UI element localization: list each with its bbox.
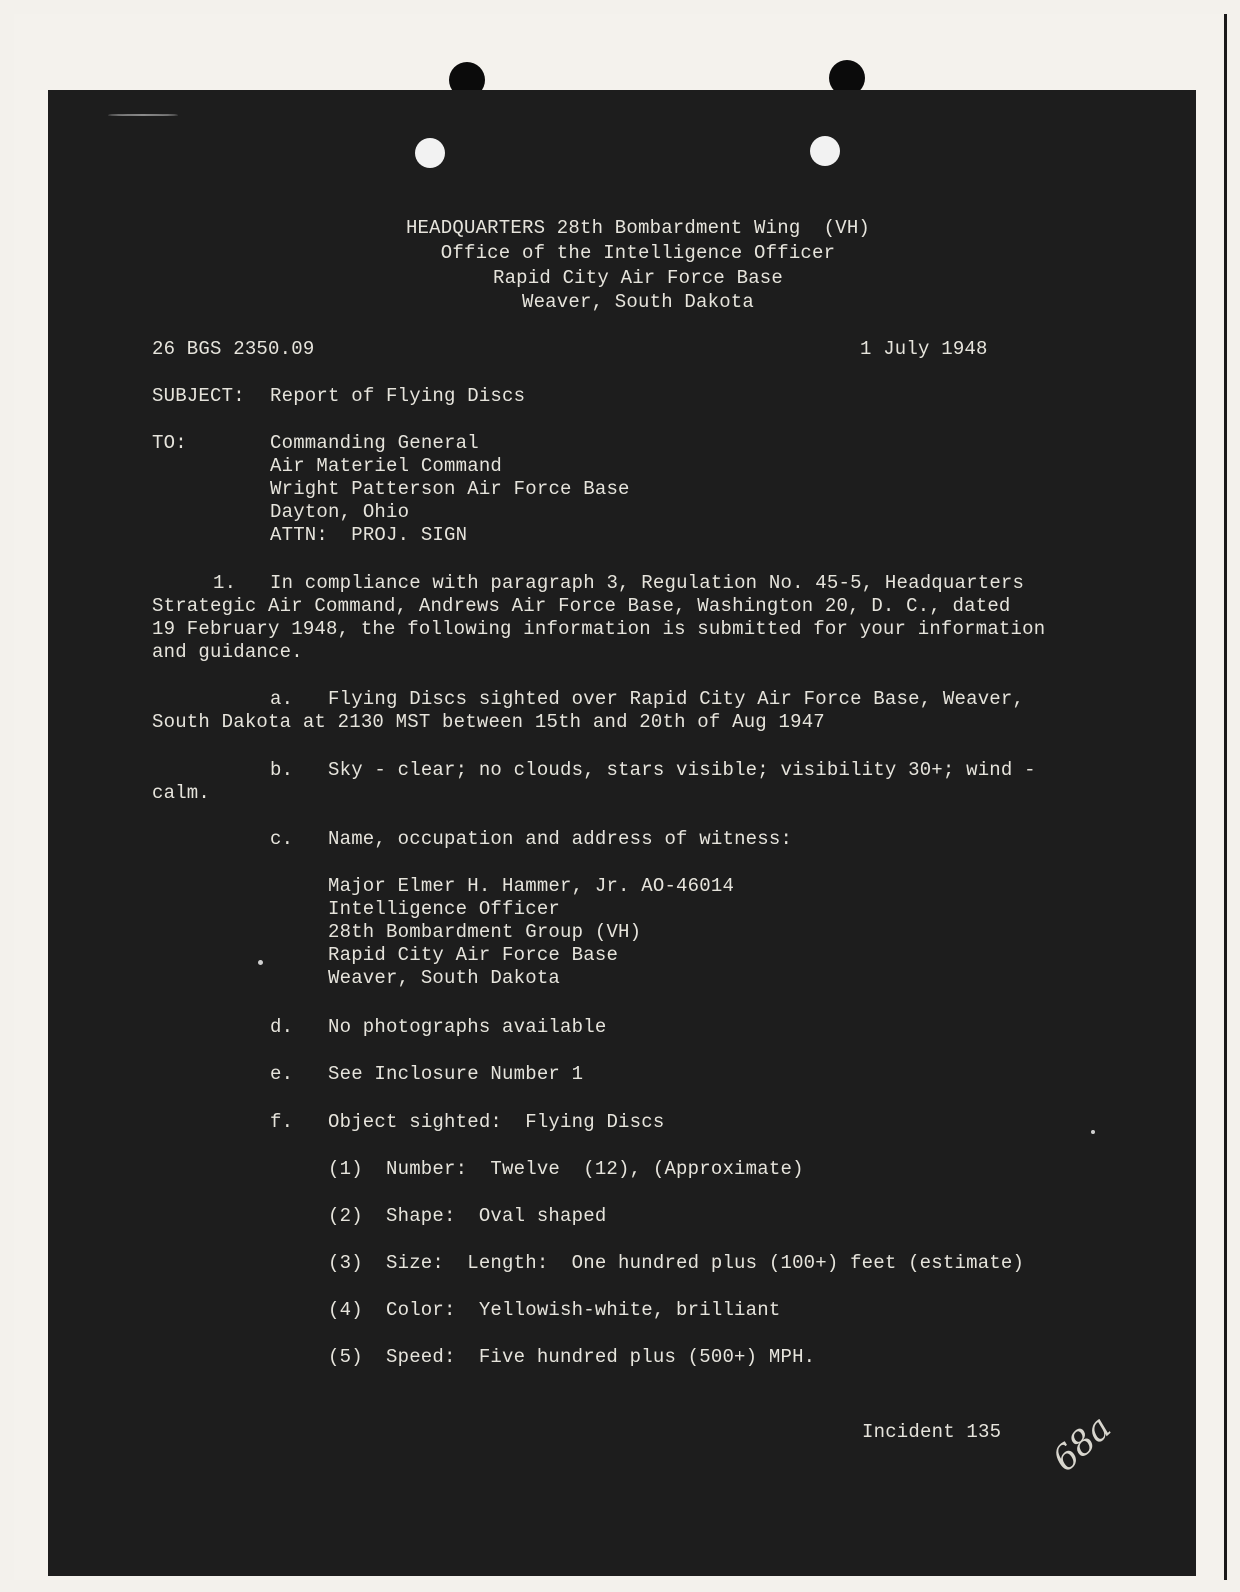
- subitem-text: Color: Yellowish-white, brilliant: [386, 1299, 781, 1321]
- subitem-text: Shape: Oval shaped: [386, 1205, 607, 1227]
- subitem-number: (4): [328, 1299, 363, 1321]
- item-d-letter: d.: [270, 1016, 294, 1038]
- speck: [108, 114, 178, 116]
- item-d-text: No photographs available: [328, 1016, 607, 1038]
- item-b-line: calm.: [152, 782, 211, 804]
- witness-line: Weaver, South Dakota: [328, 967, 561, 989]
- speck: [1091, 1130, 1095, 1134]
- para-1-line: and guidance.: [152, 641, 303, 663]
- item-e-letter: e.: [270, 1063, 294, 1085]
- file-number: 26 BGS 2350.09: [152, 338, 315, 360]
- para-1-line: In compliance with paragraph 3, Regulation No. 45-5, Headquarters: [270, 572, 1025, 594]
- witness-line: Rapid City Air Force Base: [328, 944, 619, 966]
- punch-hole-inner-left: [415, 138, 445, 168]
- to-line: Air Materiel Command: [270, 455, 503, 477]
- header-line-4: Weaver, South Dakota: [521, 291, 755, 313]
- item-f-text: Object sighted: Flying Discs: [328, 1111, 665, 1133]
- item-a-line: South Dakota at 2130 MST between 15th and 20th of Aug 1947: [152, 711, 825, 733]
- speck: [258, 960, 263, 965]
- subject-text: Report of Flying Discs: [270, 385, 526, 407]
- header-line-1: HEADQUARTERS 28th Bombardment Wing (VH): [405, 217, 871, 239]
- to-line: Dayton, Ohio: [270, 501, 410, 523]
- to-label: TO:: [152, 432, 187, 454]
- item-c-text: Name, occupation and address of witness:: [328, 828, 793, 850]
- document-date: 1 July 1948: [860, 338, 988, 360]
- punch-hole-inner-right: [810, 136, 840, 166]
- subitem-text: Speed: Five hundred plus (500+) MPH.: [386, 1346, 816, 1368]
- para-1-number: 1.: [213, 572, 237, 594]
- item-c-letter: c.: [270, 828, 294, 850]
- item-a-line: Flying Discs sighted over Rapid City Air Force Base, Weaver,: [328, 688, 1025, 710]
- to-line: Wright Patterson Air Force Base: [270, 478, 630, 500]
- header-line-3: Rapid City Air Force Base: [492, 267, 784, 289]
- subitem-number: (1): [328, 1158, 363, 1180]
- header-line-2: Office of the Intelligence Officer: [440, 242, 836, 264]
- para-1-line: Strategic Air Command, Andrews Air Force Base, Washington 20, D. C., dated: [152, 595, 1011, 617]
- subitem-text: Number: Twelve (12), (Approximate): [386, 1158, 804, 1180]
- item-e-text: See Inclosure Number 1: [328, 1063, 584, 1085]
- witness-line: Intelligence Officer: [328, 898, 561, 920]
- incident-label: Incident 135: [862, 1421, 1002, 1443]
- to-line: ATTN: PROJ. SIGN: [270, 524, 468, 546]
- subitem-number: (3): [328, 1252, 363, 1274]
- handwritten-page-number: 68a: [1045, 1407, 1119, 1480]
- witness-line: Major Elmer H. Hammer, Jr. AO-46014: [328, 875, 735, 897]
- item-a-letter: a.: [270, 688, 294, 710]
- item-f-letter: f.: [270, 1111, 294, 1133]
- para-1-line: 19 February 1948, the following information is submitted for your information: [152, 618, 1046, 640]
- item-b-letter: b.: [270, 759, 294, 781]
- subject-label: SUBJECT:: [152, 385, 245, 407]
- witness-line: 28th Bombardment Group (VH): [328, 921, 642, 943]
- to-line: Commanding General: [270, 432, 479, 454]
- subitem-number: (5): [328, 1346, 363, 1368]
- document-scan: [48, 90, 1196, 1576]
- item-b-line: Sky - clear; no clouds, stars visible; visibility 30+; wind -: [328, 759, 1036, 781]
- subitem-text: Size: Length: One hundred plus (100+) feet (estimate): [386, 1252, 1025, 1274]
- subitem-number: (2): [328, 1205, 363, 1227]
